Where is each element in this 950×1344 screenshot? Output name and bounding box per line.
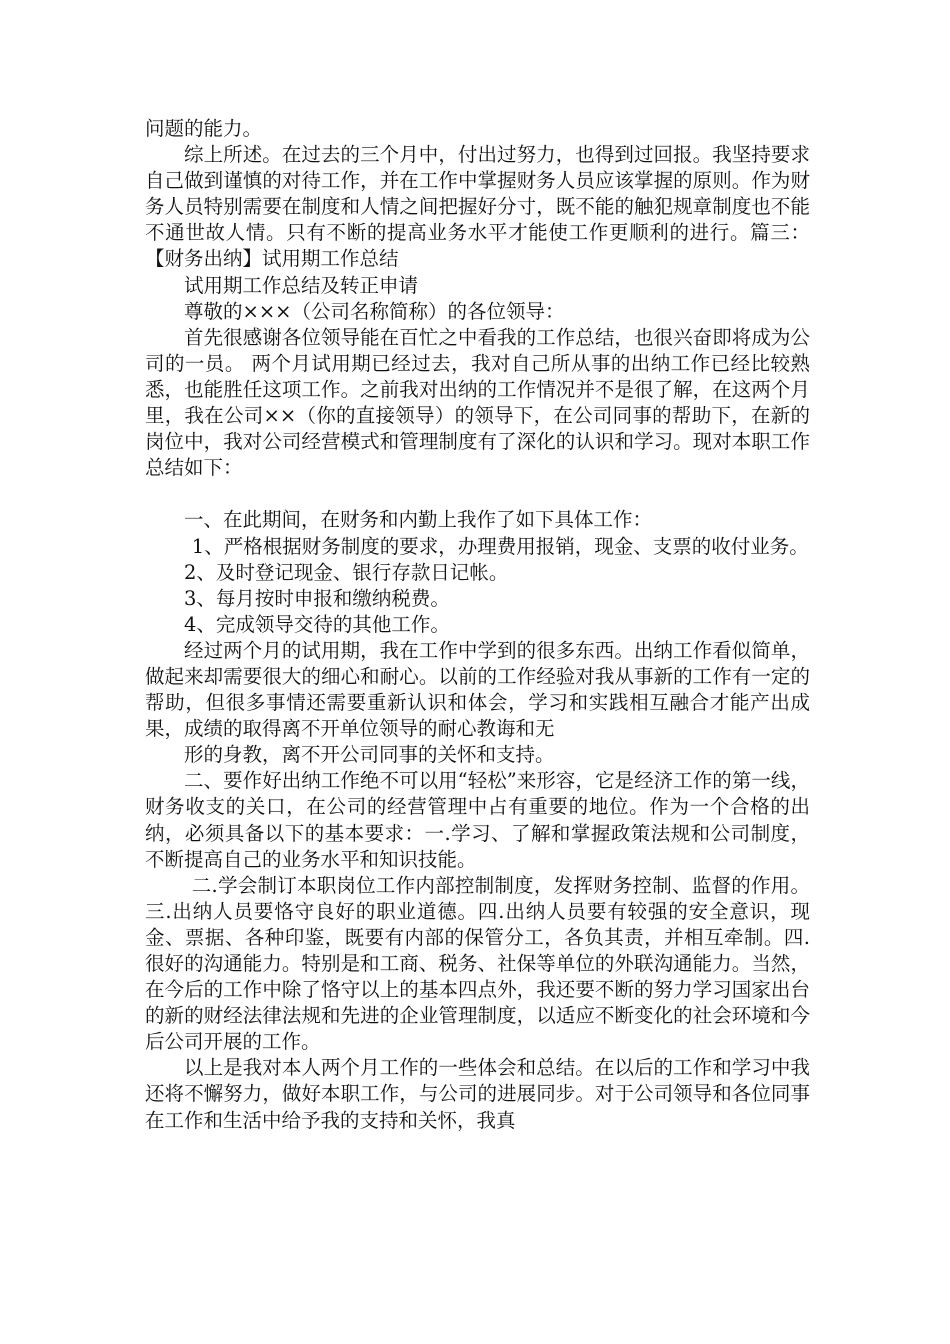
list-heading: 一、在此期间，在财务和内勤上我作了如下具体工作： — [184, 508, 653, 532]
list-item: 3、每月按时申报和缴纳税费。 — [184, 586, 450, 610]
paragraph-continuation: 问题的能力。 — [145, 117, 263, 140]
blank-line — [145, 481, 810, 507]
paragraph-controls: 二.学会制订本职岗位工作内部控制制度，发挥财务控制、监督的作用。三.出纳人员要恪守良好的职业道德。四.出纳人员要有较强的安全意识，现金、票据、各种印鉴，既要有内部的保管分工，各负其责，并相互牵制。四.很好的沟通能力。特别是和工商、税务、社保等单位的外联沟通能力。当然，在今后的工作中除了恪守以上的基本四点外，我还要不断的努力学习国家出台的新的财经法律法规和先进的企业管理制度，以适应不断变化的社会环境和今后公司开展的工作。 — [145, 873, 810, 1054]
paragraph-experience: 经过两个月的试用期，我在工作中学到的很多东西。出纳工作看似简单，做起来却需要很大的细心和耐心。以前的工作经验对我从事新的工作有一定的帮助，但很多事情还需要重新认识和体会，学习和实践相互融合才能产出成果，成绩的取得离不开单位领导的耐心教诲和无 — [145, 638, 810, 741]
document-page — [145, 116, 810, 1134]
paragraph-intro: 首先很感谢各位领导能在百忙之中看我的工作总结，也很兴奋即将成为公司的一员。 两个月试用期已经过去，我对自己所从事的出纳工作已经比较熟悉，也能胜任这项工作。之前我对出纳的工作情况并不是很了解，在这两个月里，我在公司××（你的直接领导）的领导下，在公司同事的帮助下，在新的岗位中，我对公司经营模式和管理制度有了深化的认识和学习。现对本职工作总结如下： — [145, 325, 810, 480]
paragraph-closing: 以上是我对本人两个月工作的一些体会和总结。在以后的工作和学习中我还将不懈努力，做好本职工作，与公司的进展同步。对于公司领导和各位同事在工作和生活中给予我的支持和关怀，我真 — [145, 1056, 810, 1132]
section-title: 试用期工作总结及转正申请 — [184, 273, 419, 297]
list-item: 4、完成领导交待的其他工作。 — [184, 612, 450, 636]
paragraph-requirements: 二、要作好出纳工作绝不可以用“轻松”来形容，它是经济工作的第一线，财务收支的关口，在公司的经营管理中占有重要的地位。作为一个合格的出纳，必须具备以下的基本要求：一.学习、了解和掌握政策法规和公司制度，不断提高自己的业务水平和知识技能。 — [145, 769, 810, 871]
list-item: 1、严格根据财务制度的要求，办理费用报销，现金、支票的收付业务。 — [191, 534, 809, 558]
list-item: 2、及时登记现金、银行存款日记帐。 — [184, 560, 509, 584]
paragraph-summary: 综上所述。在过去的三个月中，付出过努力，也得到过回报。我坚持要求自己做到谨慎的对待工作，并在工作中掌握财务人员应该掌握的原则。作为财务人员特别需要在制度和人情之间把握好分寸，既不能的触犯规章制度也不能不通世故人情。只有不断的提高业务水平才能使工作更顺利的进行。篇三：【财务出纳】试用期工作总结 — [145, 143, 810, 271]
paragraph-experience-end: 形的身教，离不开公司同事的关怀和支持。 — [184, 743, 555, 767]
salutation: 尊敬的×××（公司名称简称）的各位领导： — [184, 299, 565, 323]
